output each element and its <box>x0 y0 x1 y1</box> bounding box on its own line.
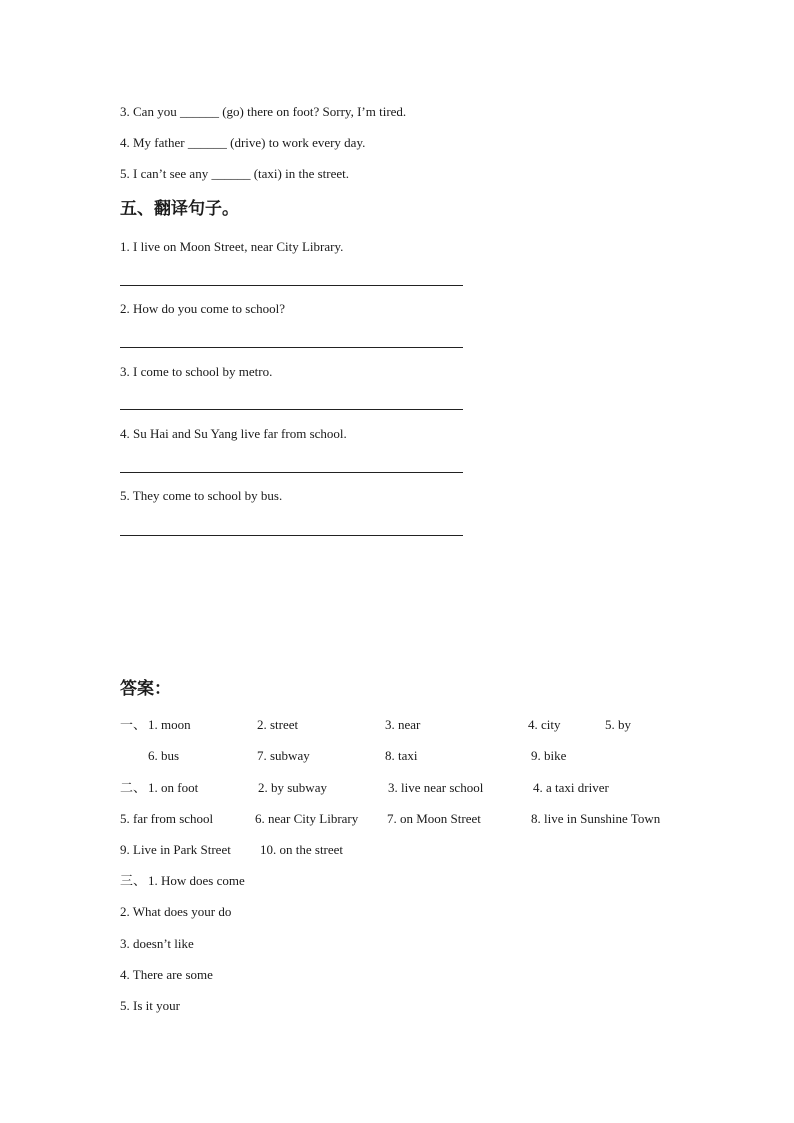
answer-3-1: 1. How does come <box>148 873 245 888</box>
translate-item-2: 2. How do you come to school? <box>120 301 286 316</box>
answer-3-2: 2. What does your do <box>120 904 232 919</box>
translate-item-1: 1. I live on Moon Street, near City Library. <box>120 239 344 254</box>
answer-2-4: 4. a taxi driver <box>533 780 609 795</box>
answer-2-2: 2. by subway <box>258 780 327 795</box>
answers-part1-prefix: 一、 <box>120 717 147 732</box>
answer-2-5: 5. far from school <box>120 811 214 826</box>
translate-section-title: 五、翻译句子。 <box>120 199 239 219</box>
answer-1-9: 9. bike <box>531 748 567 763</box>
answer-line-4 <box>120 472 463 473</box>
answer-1-6: 6. bus <box>148 748 180 763</box>
answer-1-3: 3. near <box>385 717 421 732</box>
answer-2-3: 3. live near school <box>388 780 484 795</box>
answer-2-8: 8. live in Sunshine Town <box>531 811 661 826</box>
translate-item-5: 5. They come to school by bus. <box>120 488 283 503</box>
answer-2-7: 7. on Moon Street <box>387 811 481 826</box>
answers-title: 答案： <box>120 679 171 699</box>
fill-blank-item-5: 5. I can’t see any ______ (taxi) in the street. <box>120 166 349 181</box>
answer-1-5: 5. by <box>605 717 631 732</box>
answer-2-6: 6. near City Library <box>255 811 359 826</box>
answers-part2-prefix: 二、 <box>120 780 147 795</box>
answer-1-8: 8. taxi <box>385 748 418 763</box>
answer-1-1: 1. moon <box>148 717 191 732</box>
answer-2-10: 10. on the street <box>260 842 344 857</box>
answer-3-5: 5. Is it your <box>120 998 180 1013</box>
answer-1-2: 2. street <box>257 717 299 732</box>
answer-1-7: 7. subway <box>257 748 310 763</box>
answer-2-9: 9. Live in Park Street <box>120 842 231 857</box>
answers-part3-prefix: 三、 <box>120 873 147 888</box>
answer-1-4: 4. city <box>528 717 561 732</box>
translate-item-4: 4. Su Hai and Su Yang live far from school. <box>120 426 347 441</box>
answer-2-1: 1. on foot <box>148 780 199 795</box>
fill-blank-item-4: 4. My father ______ (drive) to work every day. <box>120 135 366 150</box>
translate-item-3: 3. I come to school by metro. <box>120 364 273 379</box>
answer-line-5 <box>120 535 463 536</box>
answer-3-4: 4. There are some <box>120 967 213 982</box>
answer-line-1 <box>120 285 463 286</box>
answer-line-3 <box>120 409 463 410</box>
answer-3-3: 3. doesn’t like <box>120 936 194 951</box>
answer-line-2 <box>120 347 463 348</box>
fill-blank-item-3: 3. Can you ______ (go) there on foot? Sorry, I’m tired. <box>120 104 407 119</box>
